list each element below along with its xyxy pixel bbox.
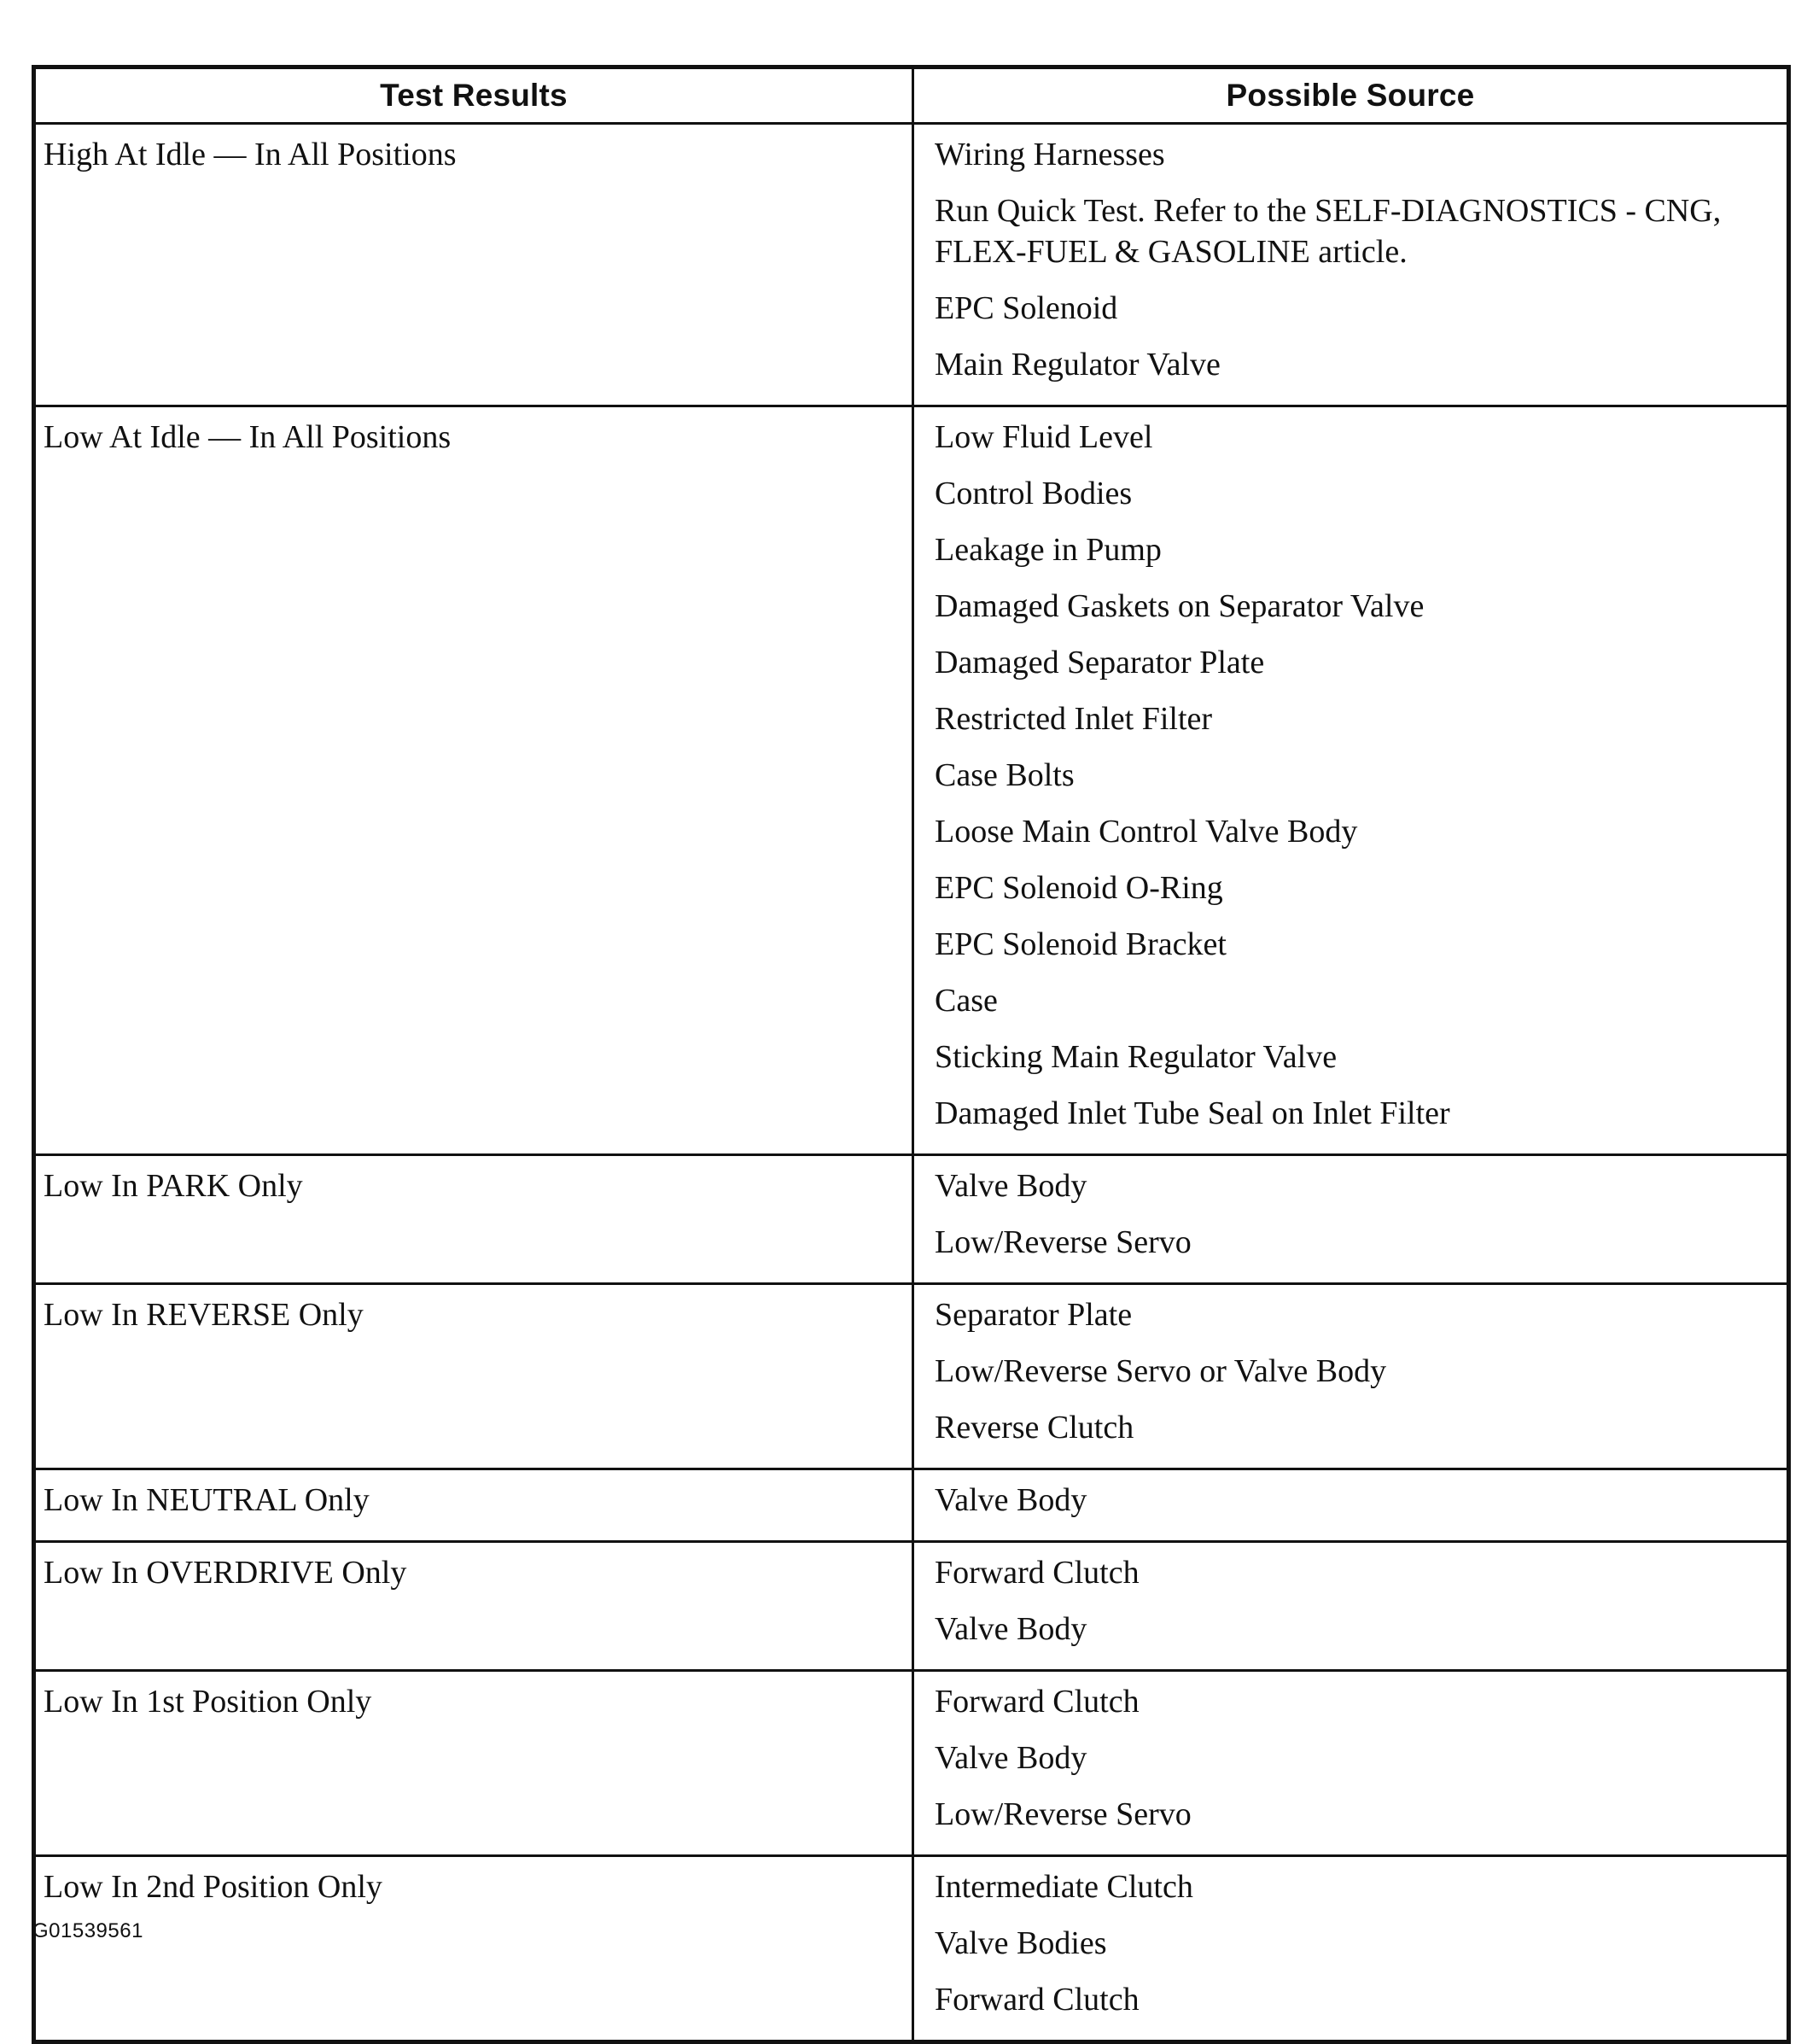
test-result-cell: High At Idle — In All Positions	[34, 124, 913, 406]
possible-source-item: Main Regulator Valve	[935, 347, 1221, 383]
diagnosis-table	[32, 65, 1791, 2044]
table-row	[34, 1542, 1789, 1671]
header-row	[34, 67, 1789, 124]
possible-source-item: Damaged Separator Plate	[935, 645, 1265, 680]
possible-source-item: Wiring Harnesses	[935, 137, 1165, 172]
possible-source-item: Intermediate Clutch	[935, 1869, 1193, 1905]
test-result-cell: Low At Idle — In All Positions	[34, 406, 913, 1155]
test-result-cell: Low In OVERDRIVE Only	[34, 1542, 913, 1671]
table-header	[34, 67, 1789, 124]
table-row	[34, 1284, 1789, 1469]
possible-source-item: Low Fluid Level	[935, 419, 1153, 455]
possible-source-cell	[913, 1671, 1789, 1856]
possible-source-cell	[913, 1856, 1789, 2042]
possible-source-item: Case	[935, 983, 998, 1019]
possible-source-item: Run Quick Test. Refer to the SELF-DIAGNOSTICS - CNG, FLEX-FUEL & GASOLINE article.	[935, 193, 1722, 270]
table-row	[34, 1856, 1789, 2042]
possible-source-item: Damaged Gaskets on Separator Valve	[935, 588, 1425, 624]
possible-source-item: Loose Main Control Valve Body	[935, 814, 1358, 850]
possible-source-item: Low/Reverse Servo	[935, 1224, 1192, 1260]
possible-source-item: Forward Clutch	[935, 1684, 1140, 1720]
table-row	[34, 406, 1789, 1155]
possible-source-item: Reverse Clutch	[935, 1410, 1134, 1445]
possible-source-item: Low/Reverse Servo	[935, 1796, 1192, 1832]
column-header-test-results: Test Results	[34, 67, 913, 124]
table-row	[34, 1155, 1789, 1284]
possible-source-item: Sticking Main Regulator Valve	[935, 1039, 1338, 1075]
table-row	[34, 1469, 1789, 1542]
possible-source-item: Valve Body	[935, 1611, 1087, 1647]
possible-source-item: Case Bolts	[935, 757, 1075, 793]
possible-source-item: EPC Solenoid Bracket	[935, 926, 1227, 962]
table-body	[34, 124, 1789, 2042]
possible-source-cell	[913, 124, 1789, 406]
column-header-possible-source: Possible Source	[913, 67, 1789, 124]
possible-source-item: Control Bodies	[935, 476, 1133, 511]
test-result-cell: Low In REVERSE Only	[34, 1284, 913, 1469]
possible-source-item: Forward Clutch	[935, 1555, 1140, 1591]
possible-source-item: Separator Plate	[935, 1297, 1133, 1333]
possible-source-item: Damaged Inlet Tube Seal on Inlet Filter	[935, 1095, 1450, 1131]
table-row	[34, 124, 1789, 406]
test-result-cell: Low In PARK Only	[34, 1155, 913, 1284]
possible-source-cell	[913, 1155, 1789, 1284]
possible-source-item: Forward Clutch	[935, 1982, 1140, 2018]
possible-source-item: Valve Body	[935, 1168, 1087, 1204]
possible-source-cell	[913, 406, 1789, 1155]
table-row	[34, 1671, 1789, 1856]
possible-source-item: EPC Solenoid O-Ring	[935, 870, 1223, 906]
test-result-cell: Low In NEUTRAL Only	[34, 1469, 913, 1542]
possible-source-item: Restricted Inlet Filter	[935, 701, 1213, 737]
possible-source-item: Valve Bodies	[935, 1925, 1107, 1961]
possible-source-item: Valve Body	[935, 1482, 1087, 1518]
possible-source-cell	[913, 1542, 1789, 1671]
figure-code: G01539561	[32, 1919, 143, 1942]
possible-source-item: Leakage in Pump	[935, 532, 1162, 568]
test-result-cell: Low In 1st Position Only	[34, 1671, 913, 1856]
possible-source-cell	[913, 1284, 1789, 1469]
possible-source-item: EPC Solenoid	[935, 290, 1118, 326]
possible-source-item: Valve Body	[935, 1740, 1087, 1776]
possible-source-cell	[913, 1469, 1789, 1542]
possible-source-item: Low/Reverse Servo or Valve Body	[935, 1353, 1387, 1389]
test-result-cell: Low In 2nd Position Only	[34, 1856, 913, 2042]
